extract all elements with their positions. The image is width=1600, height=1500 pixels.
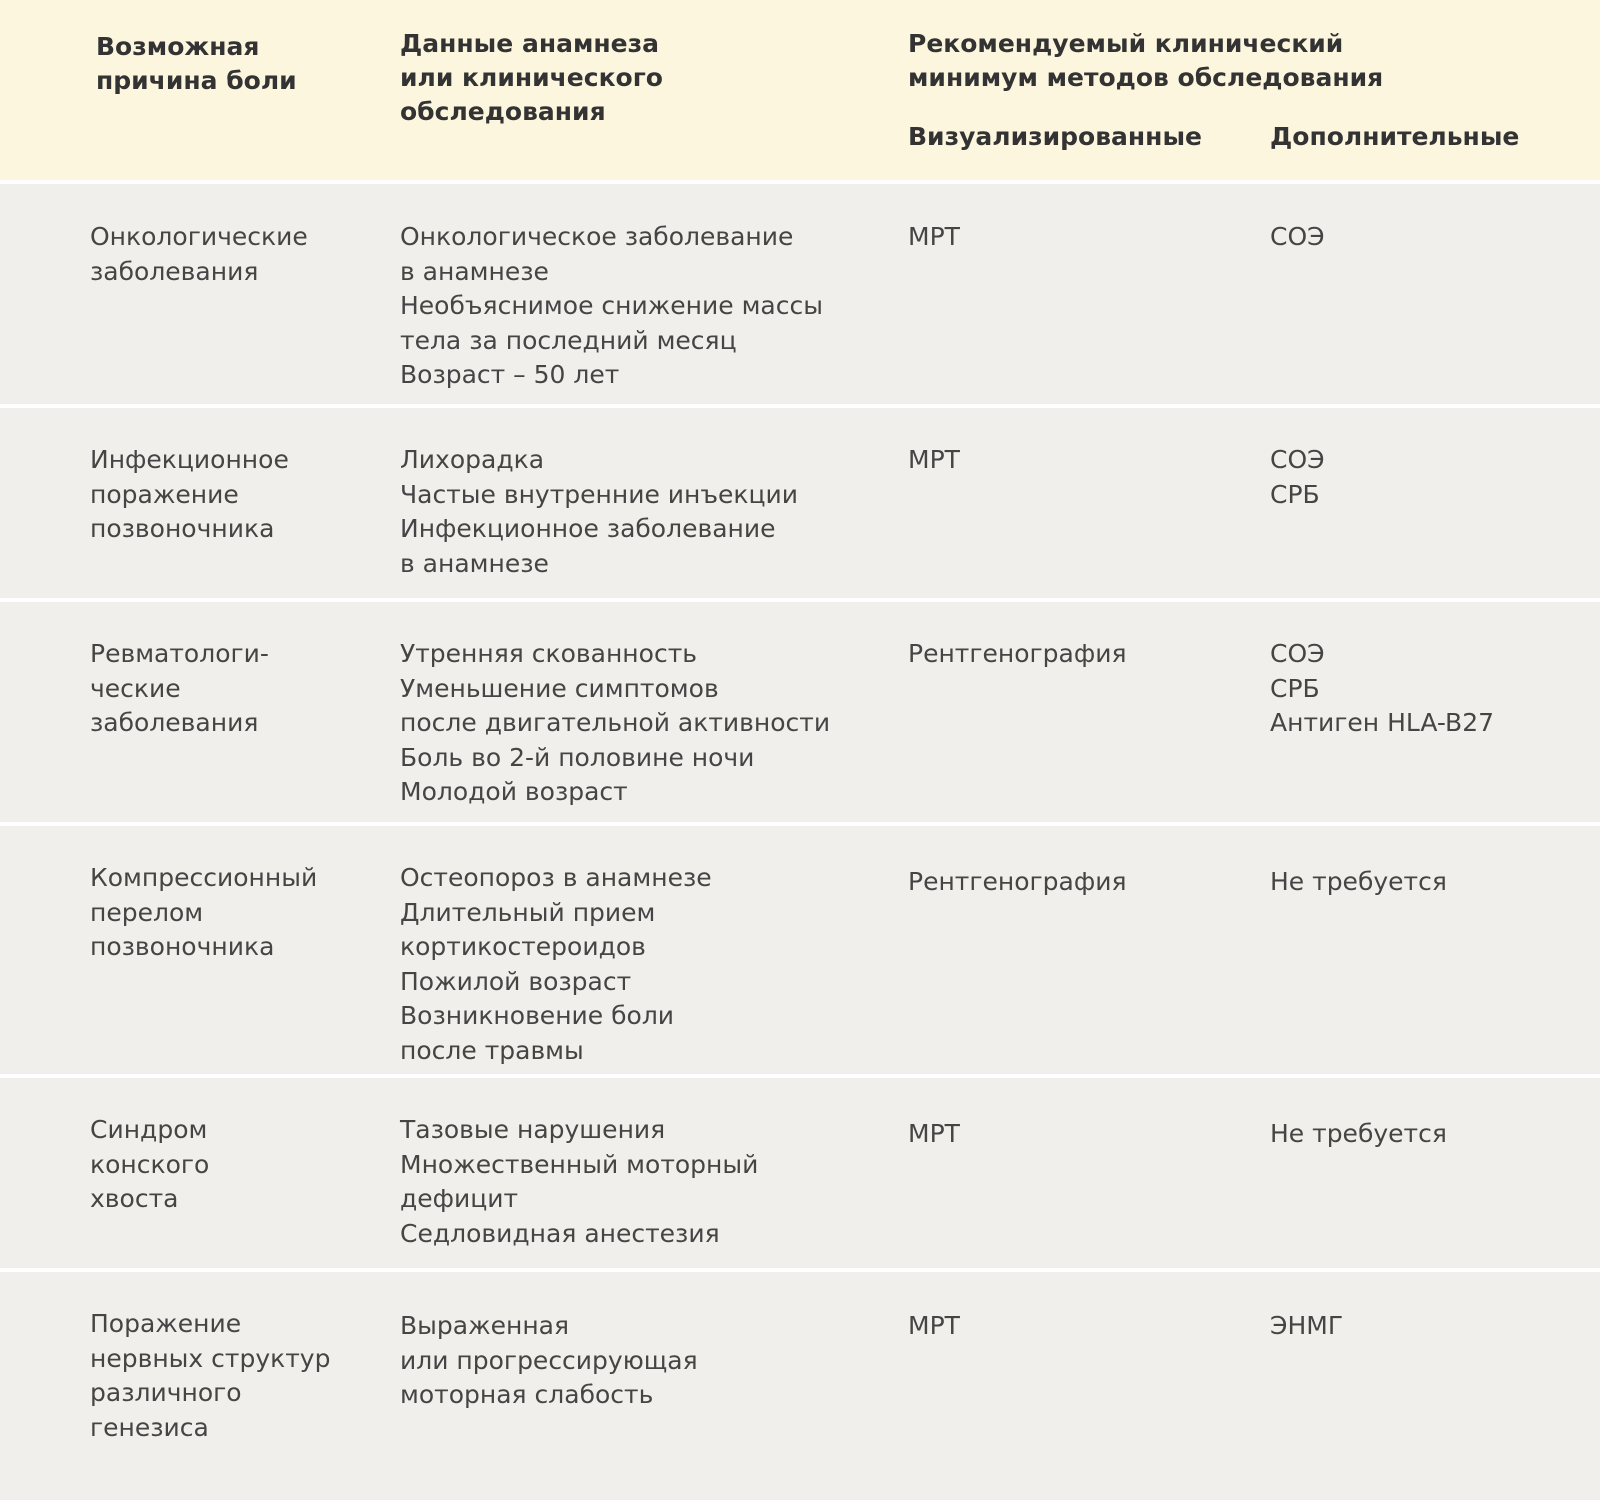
header-recommended: Рекомендуемый клинический минимум методов обследования [908, 29, 1384, 92]
cell-cause: Поражение нервных структур различного генезиса [90, 1309, 331, 1442]
cell-imaging: МРТ [908, 222, 960, 251]
cell-cause: Онкологические заболевания [90, 222, 308, 286]
table-row [0, 602, 1600, 822]
table-row [0, 826, 1600, 1074]
header-imaging: Визуализированные [908, 122, 1203, 151]
cell-history: Остеопороз в анамнезе Длительный прием кортикостероидов Пожилой возраст Возникновение боли после травмы [400, 863, 712, 1065]
table-row [0, 1272, 1600, 1500]
cell-history: Онкологическое заболевание в анамнезе Необъяснимое снижение массы тела за последний месяц Возраст – 50 лет [400, 222, 823, 389]
cell-cause: Ревматологи- ческие заболевания [90, 639, 269, 737]
cell-additional: ЭНМГ [1270, 1311, 1344, 1340]
cell-imaging: Рентгенография [908, 639, 1127, 668]
cell-history: Тазовые нарушения Множественный моторный дефицит Седловидная анестезия [400, 1115, 759, 1248]
cell-imaging: МРТ [908, 1311, 960, 1340]
cell-history: Утренняя скованность Уменьшение симптомов после двигательной активности Боль во 2-й половине ночи Молодой возраст [400, 639, 831, 806]
header-history: Данные анамнеза или клинического обследования [400, 29, 663, 126]
cell-imaging: МРТ [908, 1119, 960, 1148]
cell-additional: СОЭ [1270, 222, 1325, 251]
table-row [0, 1078, 1600, 1268]
cell-cause: Инфекционное поражение позвоночника [90, 445, 289, 543]
cell-cause: Компрессионный перелом позвоночника [90, 863, 318, 961]
cell-additional: Не требуется [1270, 1119, 1447, 1148]
table-row [0, 184, 1600, 404]
header-cause: Возможная причина боли [96, 32, 297, 95]
cell-additional: Не требуется [1270, 867, 1447, 896]
cell-cause: Синдром конского хвоста [90, 1115, 210, 1213]
header-additional: Дополнительные [1270, 122, 1520, 151]
cell-additional: СОЭ СРБ Антиген HLA-B27 [1270, 639, 1495, 737]
cell-history: Выраженная или прогрессирующая моторная слабость [400, 1311, 698, 1409]
table-header [0, 0, 1600, 180]
cell-history: Лихорадка Частые внутренние инъекции Инфекционное заболевание в анамнезе [400, 445, 799, 578]
cell-imaging: МРТ [908, 445, 960, 474]
cell-additional: СОЭ СРБ [1270, 445, 1325, 509]
cell-imaging: Рентгенография [908, 867, 1127, 896]
table-row [0, 408, 1600, 598]
